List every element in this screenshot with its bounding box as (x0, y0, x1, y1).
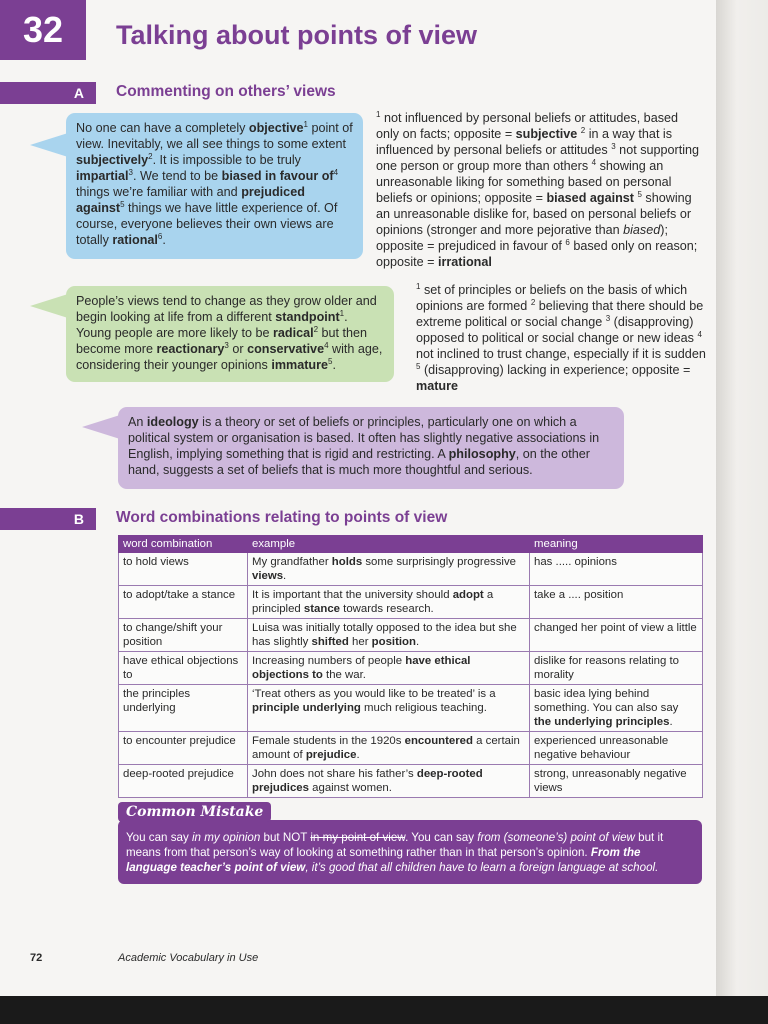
table-row (119, 652, 703, 685)
bubble-tail (30, 294, 68, 318)
cell-meaning: take a .... position (530, 586, 703, 619)
definitions-changing-views: $^1$ set of principles or beliefs on the basis of which opinions are formed $^2$ believing that there should be extreme political or social change $^3$ (disapproving) opposed to political or social change or new ideas $^4$ not inclined to trust change, especially if it is sudden $^5$ (disapproving) lacking in experience; opposite = mature (416, 281, 706, 393)
cell-word-combination: to adopt/take a stance (119, 586, 248, 619)
table-row (119, 765, 703, 798)
bubble-tail (82, 415, 120, 439)
word-combinations-table (118, 535, 703, 798)
cell-meaning: basic idea lying behind something. You can also say the underlying principles. (530, 685, 703, 732)
table-row (119, 619, 703, 652)
cell-meaning: has ..... opinions (530, 553, 703, 586)
book-title: Academic Vocabulary in Use (118, 952, 259, 964)
bubble-tail (30, 133, 68, 157)
cell-word-combination: to hold views (119, 553, 248, 586)
header-meaning: meaning (530, 536, 703, 553)
common-mistake-box: You can say in my opinion but NOT in my point of view. You can say from (someone’s) point of view but it means from that person’s way of looking at something rather than in that person’s opinion. From the language teacher’s point of view, it’s good that all children have to learn a foreign language at school. (118, 820, 702, 884)
table-row (119, 732, 703, 765)
cell-example: Luisa was initially totally opposed to the idea but she has slightly shifted her position. (248, 619, 530, 652)
cell-meaning: experienced unreasonable negative behaviour (530, 732, 703, 765)
cell-meaning: dislike for reasons relating to morality (530, 652, 703, 685)
table-row (119, 586, 703, 619)
speech-bubble-changing-views: People’s views tend to change as they grow older and begin looking at life from a different standpoint$^1$. Young people are more likely to be radical$^2$ but then become more reactionary$^3$ or conservative$^4$ with age, considering their younger opinions immature$^5$. (66, 286, 394, 382)
table-row (119, 685, 703, 732)
section-a-heading: Commenting on others’ views (116, 83, 336, 100)
cell-example: ‘Treat others as you would like to be treated’ is a principle underlying much religious teaching. (248, 685, 530, 732)
page-number: 72 (30, 952, 43, 964)
cell-word-combination: deep-rooted prejudice (119, 765, 248, 798)
section-b-heading: Word combinations relating to points of view (116, 509, 448, 526)
definitions-objectivity: $^1$ not influenced by personal beliefs or attitudes, based only on facts; opposite = subjective $^2$ in a way that is influenced by personal beliefs or attitudes $^3$ not supporting one person or group more than others $^4$ showing an unreasonable liking for something based on personal beliefs or opinions; opposite = biased against $^5$ showing an unreasonable dislike for, based on personal beliefs or opinions (stronger and more pejorative than biased); opposite = prejudiced in favour of $^6$ based only on reason; opposite = irrational (376, 109, 700, 269)
cell-example: It is important that the university should adopt a principled stance towards research. (248, 586, 530, 619)
speech-bubble-ideology: An ideology is a theory or set of beliefs or principles, particularly one on which a political system or organisation is based. It often has slightly negative associations in English, implying something that is rigid and restricting. A philosophy, on the other hand, suggests a set of beliefs that is much more thoughtful and serious. (118, 407, 624, 489)
cell-word-combination: to encounter prejudice (119, 732, 248, 765)
header-example: example (248, 536, 530, 553)
cell-word-combination: to change/shift your position (119, 619, 248, 652)
cell-meaning: changed her point of view a little (530, 619, 703, 652)
speech-bubble-objectivity: No one can have a completely objective$^1$ point of view. Inevitably, we all see things to some extent subjectively$^2$. It is impossible to be truly impartial$^3$. We tend to be biased in favour $of^4$ things we’re familiar with and prejudiced against$^5$ things we have little experience of. Of course, everyone believes their own views are totally rational$^6$. (66, 113, 363, 259)
cell-example: Female students in the 1920s encountered a certain amount of prejudice. (248, 732, 530, 765)
section-a-label: A (0, 82, 96, 104)
cell-word-combination: have ethical objections to (119, 652, 248, 685)
cell-example: John does not share his father’s deep-rooted prejudices against women. (248, 765, 530, 798)
unit-title: Talking about points of view (116, 20, 478, 50)
common-mistake-tag: Common Mistake (118, 802, 271, 822)
unit-number: 32 (0, 0, 86, 60)
cell-example: Increasing numbers of people have ethical objections to the war. (248, 652, 530, 685)
facing-page-edge (716, 0, 768, 996)
header-word-combination: word combination (119, 536, 248, 553)
cell-example: My grandfather holds some surprisingly progressive views. (248, 553, 530, 586)
section-b-label: B (0, 508, 96, 530)
cell-word-combination: the principles underlying (119, 685, 248, 732)
table-row (119, 553, 703, 586)
table-header-row (119, 536, 703, 553)
cell-meaning: strong, unreasonably negative views (530, 765, 703, 798)
